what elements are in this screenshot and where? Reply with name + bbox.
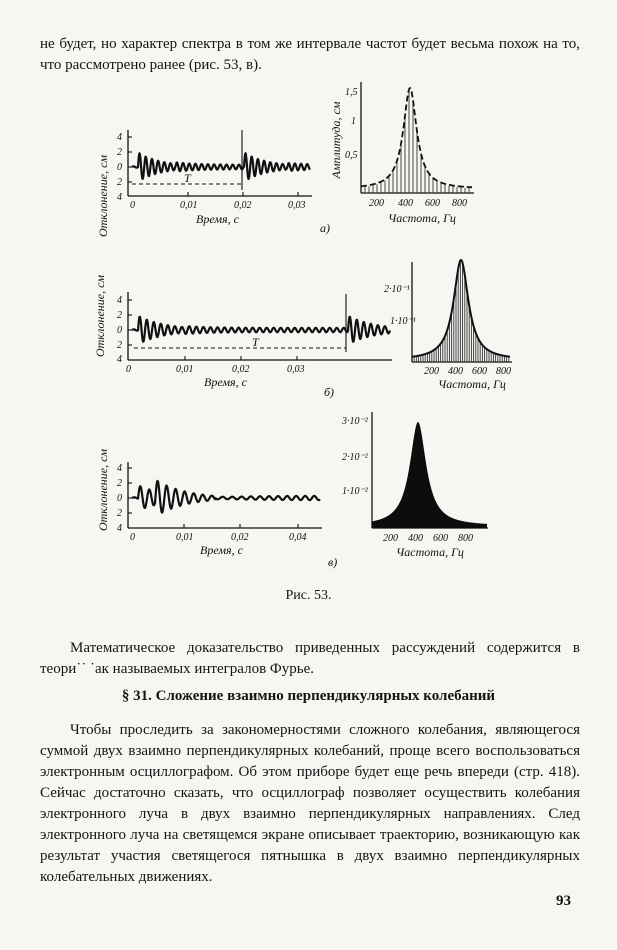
figure-caption: Рис. 53.	[285, 588, 332, 603]
panel-b-time	[93, 275, 392, 389]
panel-a-xtick: 0,01	[180, 200, 198, 211]
panel-c-xtick: 0	[130, 532, 135, 543]
main-paragraph: Чтобы проследить за закономерностями сложного колебания, являющегося суммой двух взаимно перпендикулярных колебаний, проще всего воспользоваться электронным осциллографом. Об этом приборе будет еще речь впереди (стр. 418). Сейчас достаточно сказать, что осциллограф позволяет осуществить колебания электронного луча в двух взаимно перпендикулярных направлениях. След электронного луча на светящемся экране описывает траекторию, возникающую как результат участия светящегося пятнышка в двух взаимно перпендикулярных колебательных движениях.	[40, 722, 580, 885]
panel-c-spec-ytick: 2·10⁻²	[342, 452, 368, 463]
panel-b-spec-xtick: 400	[448, 366, 463, 377]
panel-a-spec-ytick: 1	[351, 116, 356, 127]
panel-b-spec-ytick: 2·10⁻¹	[384, 284, 410, 295]
panel-c-waveform	[132, 481, 320, 513]
section-heading: § 31. Сложение взаимно перпендикулярных колебаний	[121, 688, 496, 704]
panel-c-ytick: 4	[117, 463, 122, 474]
panel-a-spectrum	[320, 82, 474, 235]
panel-a-spec-ytick: 1,5	[345, 87, 358, 98]
panel-c-xtick: 0,04	[289, 532, 307, 543]
panel-a-spec-xtick: 400	[398, 198, 413, 209]
panel-a-xtick: 0	[130, 200, 135, 211]
panel-c-ytick: 4	[117, 523, 122, 534]
panel-c-ytick: 2	[117, 508, 122, 519]
panel-a-ytick: 2	[117, 147, 122, 158]
panel-c-spec-xtick: 200	[383, 533, 398, 544]
panel-b-spec-xtick: 600	[472, 366, 487, 377]
panel-a-time	[96, 130, 312, 237]
panel-a-time-ylabel: Отклонение, см	[96, 154, 110, 238]
panel-b-time-ylabel: Отклонение, см	[93, 274, 107, 358]
panel-a-spec-ylabel: Амплитуда, см	[329, 101, 343, 179]
math-paragraph: Математическое доказательство приведенных рассуждений содержится в теори˙˙ ˙ак называемых интегралов Фурье.	[40, 640, 580, 677]
panel-b-spec-xtick: 800	[496, 366, 511, 377]
panel-a-spec-ytick: 0,5	[345, 150, 358, 161]
page-number: 93	[556, 893, 571, 909]
panel-b-time-xlabel: Время, с	[204, 375, 247, 389]
panel-b-label: б)	[324, 385, 335, 399]
panel-a-spec-xtick: 800	[452, 198, 467, 209]
panel-a-spec-xlabel: Частота, Гц	[388, 211, 456, 225]
panel-c-xtick: 0,01	[176, 532, 194, 543]
panel-b-spec-xlabel: Частота, Гц	[438, 377, 506, 391]
spectrum-envelope	[361, 88, 472, 187]
panel-a-xtick: 0,02	[234, 200, 252, 211]
panel-a-ytick: 2	[117, 177, 122, 188]
panel-a-xtick: 0,03	[288, 200, 306, 211]
panel-c-spec-xtick: 800	[458, 533, 473, 544]
panel-c-spec-xlabel: Частота, Гц	[396, 545, 464, 559]
panel-c-ytick: 0	[117, 493, 122, 504]
panel-c-xtick: 0,02	[231, 532, 249, 543]
panel-b-ytick: 4	[117, 354, 122, 365]
panel-a-spec-xtick: 200	[369, 198, 384, 209]
panel-c-spec-ytick: 1·10⁻²	[342, 486, 368, 497]
panel-a-waveform	[132, 153, 310, 179]
panel-c-label: в)	[328, 555, 338, 569]
panel-a-ytick: 4	[117, 132, 122, 143]
panel-a-period-label: T	[184, 171, 191, 185]
panel-a-label: а)	[320, 221, 330, 235]
panel-b-spec-xtick: 200	[424, 366, 439, 377]
panel-b-xtick: 0	[126, 364, 131, 375]
panel-b-ytick: 0	[117, 325, 122, 336]
panel-a-ytick: 0	[117, 162, 122, 173]
panel-b-ytick: 2	[117, 310, 122, 321]
panel-b-xtick: 0,01	[176, 364, 194, 375]
panel-c-spec-ytick: 3·10⁻²	[342, 416, 368, 427]
panel-b-waveform	[132, 317, 390, 342]
panel-a-time-xlabel: Время, с	[196, 212, 239, 226]
panel-c-time-ylabel: Отклонение, см	[96, 448, 110, 532]
panel-c-spec-xtick: 400	[408, 533, 423, 544]
panel-a-spec-xtick: 600	[425, 198, 440, 209]
spectrum-area	[372, 422, 487, 528]
panel-b-ytick: 4	[117, 295, 122, 306]
panel-c-time-xlabel: Время, с	[200, 543, 243, 557]
spectrum-envelope	[412, 260, 510, 357]
panel-a-ytick: 4	[117, 192, 122, 203]
intro-paragraph: не будет, но характер спектра в том же интервале частот будет весьма похож на то, что рассмотрено ранее (рис. 53, в).	[40, 36, 580, 73]
panel-b-period-label: T	[252, 335, 259, 349]
panel-c-spectrum	[328, 412, 488, 569]
panel-c-ytick: 2	[117, 478, 122, 489]
panel-b-spec-ytick: 1·10⁻¹	[390, 316, 416, 327]
panel-c-spec-xtick: 600	[433, 533, 448, 544]
panel-b-ytick: 2	[117, 340, 122, 351]
panel-b-xtick: 0,03	[287, 364, 305, 375]
panel-c-time	[96, 449, 322, 557]
panel-b-xtick: 0,02	[232, 364, 250, 375]
